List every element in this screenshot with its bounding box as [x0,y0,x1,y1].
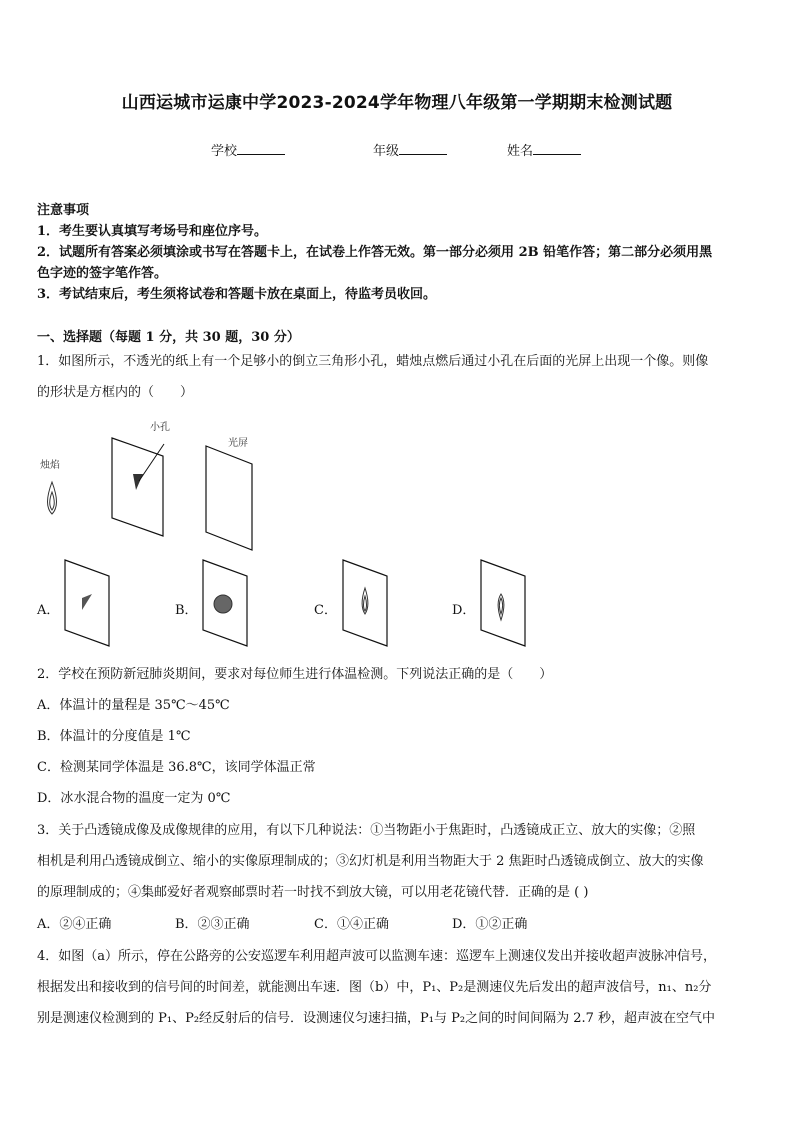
q1-option-c-label[interactable]: C． [314,603,337,618]
exam-title: 山西运城市运康中学2023-2024学年物理八年级第一学期期末检测试题 [121,93,673,113]
hole-label: 小孔 [150,422,170,433]
school-field [211,140,285,159]
q4-stem-line3: 别是测速仪检测到的 P₁、P₂经反射后的信号．设测速仪匀速扫描，P₁与 P₂之间的时间间隔为 2.7 秒，超声波在空气中 [37,1011,716,1026]
grade-field [373,140,447,159]
q1-option-b-figure[interactable] [201,558,251,648]
q1-option-c-figure[interactable] [341,558,391,648]
q3-option-a[interactable]: A．②④正确 [37,917,112,932]
q1-option-d-figure[interactable] [479,558,529,648]
notice-item: 色字迹的签字笔作答。 [37,266,168,281]
q4-stem-line1: 4．如图（a）所示，停在公路旁的公安巡逻车利用超声波可以监测车速：巡逻车上测速仪发出并接收超声波脉冲信号， [37,949,717,964]
q2-option-c[interactable]: C．检测某同学体温是 36.8℃，该同学体温正常 [37,760,316,775]
q1-figure [30,418,290,558]
q3-option-b[interactable]: B．②③正确 [175,917,250,932]
q1-stem-line1: 1．如图所示，不透光的纸上有一个足够小的倒立三角形小孔，蜡烛点燃后通过小孔在后面的光屏上出现一个像。则像 [37,354,709,369]
q1-option-b-label[interactable]: B． [175,603,198,618]
light-screen [206,446,252,550]
triangle-image-icon [82,594,92,610]
name-field [507,140,581,159]
section-heading: 一、选择题（每题 1 分，共 30 题，30 分） [37,330,300,345]
grade-blank[interactable] [399,142,447,155]
round-spot-icon [214,595,232,613]
screen-label: 光屏 [228,438,248,449]
q2-option-d[interactable]: D．冰水混合物的温度一定为 0℃ [37,791,231,806]
q4-stem-line2: 根据发出和接收到的信号间的时间差，就能测出车速．图（b）中，P₁、P₂是测速仪先后发出的超声波信号，n₁、n₂分 [37,980,712,995]
q3-option-d[interactable]: D．①②正确 [452,917,528,932]
candle-label: 烛焰 [40,460,60,471]
q1-stem-line2: 的形状是方框内的（ ） [37,385,194,400]
q1-option-d-label[interactable]: D． [452,603,476,618]
name-label: 姓名 [507,144,534,159]
triangle-hole-icon [133,474,143,490]
grade-label: 年级 [373,144,400,159]
q1-option-a-figure[interactable] [63,558,113,648]
paper-card [112,438,163,536]
notice-item: 1．考生要认真填写考场号和座位序号。 [37,224,268,239]
notice-item: 2．试题所有答案必须填涂或书写在答题卡上，在试卷上作答无效。第一部分必须用 2B 铅笔作答；第二部分必须用黑 [37,245,713,260]
q2-option-b[interactable]: B．体温计的分度值是 1℃ [37,729,191,744]
q3-stem-line2: 相机是利用凸透镜成倒立、缩小的实像原理制成的；③幻灯机是利用当物距大于 2 焦距时凸透镜成倒立、放大的实像 [37,854,704,869]
q3-option-c[interactable]: C．①④正确 [314,917,389,932]
candle-inner-flame-icon [50,492,55,510]
q3-stem-line3: 的原理制成的；④集邮爱好者观察邮票时若一时找不到放大镜，可以用老花镜代替．正确的是 ( ) [37,885,589,900]
q2-stem: 2．学校在预防新冠肺炎期间，要求对每位师生进行体温检测。下列说法正确的是（ ） [37,667,553,682]
name-blank[interactable] [533,142,581,155]
hole-pointer-arrow [139,444,164,481]
q1-option-a-label[interactable]: A． [37,603,60,618]
notice-heading: 注意事项 [37,203,90,218]
notice-item: 3．考试结束后，考生须将试卷和答题卡放在桌面上，待监考员收回。 [37,287,437,302]
q2-option-a[interactable]: A．体温计的量程是 35℃～45℃ [37,698,230,713]
school-blank[interactable] [237,142,285,155]
q3-stem-line1: 3．关于凸透镜成像及成像规律的应用，有以下几种说法：①当物距小于焦距时，凸透镜成正立、放大的实像；②照 [37,823,696,838]
school-label: 学校 [211,144,238,159]
